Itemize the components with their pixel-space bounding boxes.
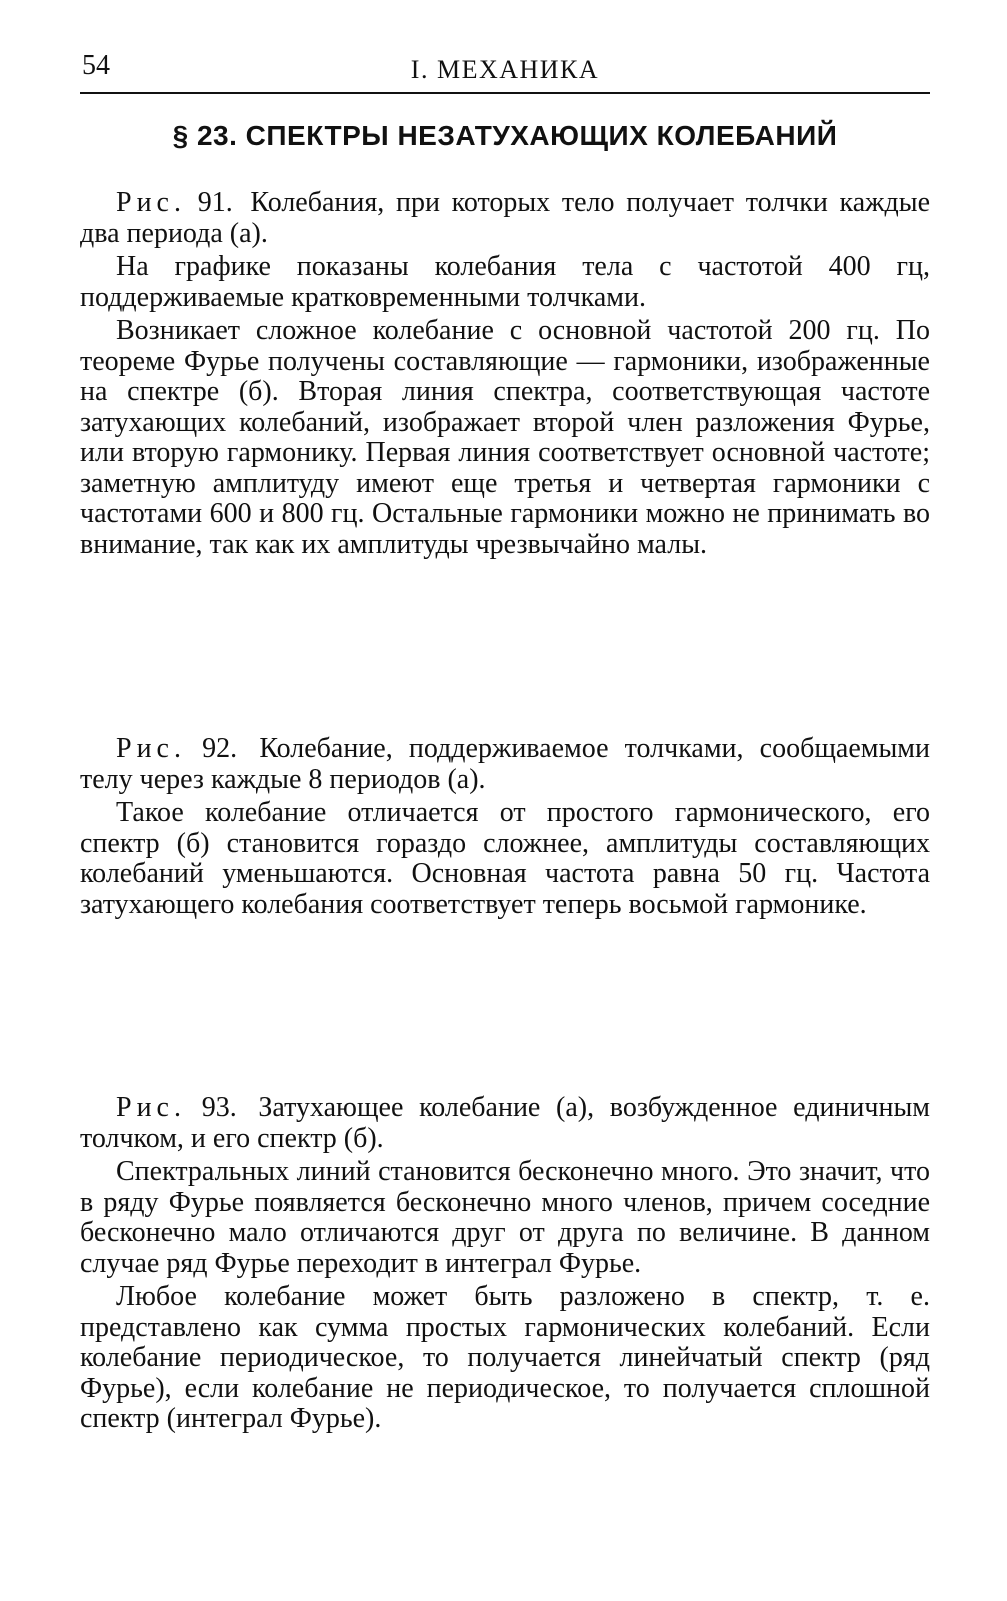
section-title: § 23. СПЕКТРЫ НЕЗАТУХАЮЩИХ КОЛЕБАНИЙ (172, 120, 838, 151)
figure-caption (80, 734, 930, 795)
chapter-title: I. МЕХАНИКА (410, 55, 600, 84)
paragraph: Возникает сложное колебание с основной частотой 200 гц. По теореме Фурье получены составляющие — гармоники, изображенные на спектре (б). Вторая линия спектра, соответствующая частоте затухающих колебаний, изображает второй член разложения Фурье, или вторую гармонику. Первая линия соответствует основной частоте; заметную амплитуду имеют еще третья и четвертая гармоники с частотами 600 и 800 гц. Остальные гармоники можно не принимать во внимание, так как их амплитуды чрезвычайно малы. (80, 315, 930, 560)
paragraph: Такое колебание отличается от простого гармонического, его спектр (б) становится гораздо сложнее, амплитуды составляющих колебаний уменьшаются. Основная частота равна 50 гц. Частота затухающего колебания соответствует теперь восьмой гармонике. (80, 797, 930, 920)
figure-93-text (80, 1093, 930, 1435)
figure-92-text (80, 734, 930, 920)
paragraph: Любое колебание может быть разложено в спектр, т. е. представлено как сумма простых гармонических колебаний. Если колебание периодическое, то получается линейчатый спектр (ряд Фурье), если колебание не периодическое, то получается сплошной спектр (интеграл Фурье). (80, 1281, 930, 1434)
figure-caption (80, 188, 930, 249)
caption-text: Колебания, при которых тело получает толчки каждые два периода (а). (80, 187, 930, 249)
page-number: 54 (82, 50, 110, 81)
figure-label: Рис. (116, 1092, 186, 1123)
running-head (80, 48, 930, 94)
figure-caption (80, 1093, 930, 1154)
figure-number: 91. (197, 187, 233, 218)
caption-text: Затухающее колебание (а), возбужденное единичным толчком, и его спектр (б). (80, 1092, 931, 1154)
figure-91-text (80, 188, 930, 560)
figure-number: 92. (202, 733, 238, 764)
book-page (80, 48, 931, 1434)
paragraph: На графике показаны колебания тела с частотой 400 гц, поддерживаемые кратковременными толчками. (80, 251, 930, 313)
caption-text: Колебание, поддерживаемое толчками, сообщаемыми телу через каждые 8 периодов (а). (80, 733, 931, 795)
figure-label: Рис. (116, 187, 186, 218)
figure-label: Рис. (116, 733, 186, 764)
figure-number: 93. (201, 1092, 237, 1123)
paragraph: Спектральных линий становится бесконечно много. Это значит, что в ряду Фурье появляется бесконечно много членов, причем соседние бесконечно мало отличаются друг от друга по величине. В данном случае ряд Фурье переходит в интеграл Фурье. (80, 1156, 930, 1279)
